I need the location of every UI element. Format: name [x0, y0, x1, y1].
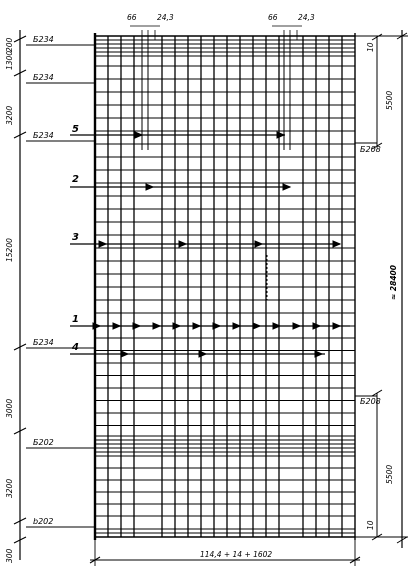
arrowhead: [233, 323, 240, 329]
beam-label-b234-top: Б234: [33, 35, 54, 44]
callout-number-3: 3: [72, 232, 79, 243]
left-dim-15200: 15200: [5, 238, 14, 262]
top-dim-right-spacing: 66: [268, 13, 278, 22]
arrowhead: [99, 241, 106, 247]
callout-number-5: 5: [72, 124, 79, 135]
beam-label-b202-lower: b202: [33, 517, 54, 526]
right-dim-top-gap: 10: [366, 42, 375, 52]
arrowhead: [133, 323, 140, 329]
arrowhead: [93, 323, 100, 329]
arrowhead: [283, 184, 290, 190]
beam-label-b234-third: Б234: [33, 131, 54, 140]
beam-label-b208-upper: Б208: [360, 145, 381, 154]
left-dim-3200-upper: 3200: [5, 105, 14, 125]
left-dim-300: 300: [5, 548, 14, 563]
arrowhead: [333, 323, 340, 329]
beam-label-b234-fourth: Б234: [33, 338, 54, 347]
arrowhead: [293, 323, 300, 329]
callout-number-1: 1: [72, 314, 79, 325]
callout-number-4: 4: [72, 342, 79, 353]
left-dimension-values: [5, 37, 14, 563]
arrowhead: [277, 132, 284, 138]
bar-callouts: [70, 132, 350, 357]
right-dim-upper: 5500: [385, 90, 394, 110]
right-dim-bottom-gap: 10: [366, 520, 375, 530]
right-dim-lower: 5500: [385, 464, 394, 484]
callout-number-2: 2: [72, 174, 79, 185]
right-dim-total: ≈ 28400: [389, 265, 398, 300]
beam-label-b234-second: Б234: [33, 73, 54, 82]
arrowhead: [213, 323, 220, 329]
left-dim-3000: 3000: [5, 398, 14, 418]
left-dimension-chain: [14, 30, 26, 560]
arrowhead: [253, 323, 260, 329]
arrowhead: [121, 351, 128, 357]
arrowhead: [113, 323, 120, 329]
arrowhead: [146, 184, 153, 190]
arrowhead: [255, 241, 262, 247]
paired-vertical-bars: [121, 36, 316, 380]
right-dimension-lines: [355, 30, 408, 548]
top-dim-right-offset: 24,3: [298, 13, 315, 22]
beam-label-b202-upper: Б202: [33, 438, 54, 447]
beam-leaders: [26, 45, 95, 527]
bottom-dim-value: 114,4 + 14 + 1602: [200, 550, 273, 559]
beam-label-b208-lower: Б208: [360, 397, 381, 406]
arrowhead: [153, 323, 160, 329]
arrowhead: [179, 241, 186, 247]
arrowhead: [199, 351, 206, 357]
top-dimensions: [130, 26, 302, 40]
left-dim-200: 200: [5, 37, 14, 52]
left-dim-1300: 1300: [5, 50, 14, 70]
arrowhead: [315, 351, 322, 357]
arrowhead: [135, 132, 142, 138]
top-dim-left-spacing: 66: [127, 13, 137, 22]
arrowhead: [333, 241, 340, 247]
left-dim-3200-lower: 3200: [5, 478, 14, 498]
top-dim-left-offset: 24,3: [157, 13, 174, 22]
arrowhead: [173, 323, 180, 329]
arrowhead: [193, 323, 200, 329]
